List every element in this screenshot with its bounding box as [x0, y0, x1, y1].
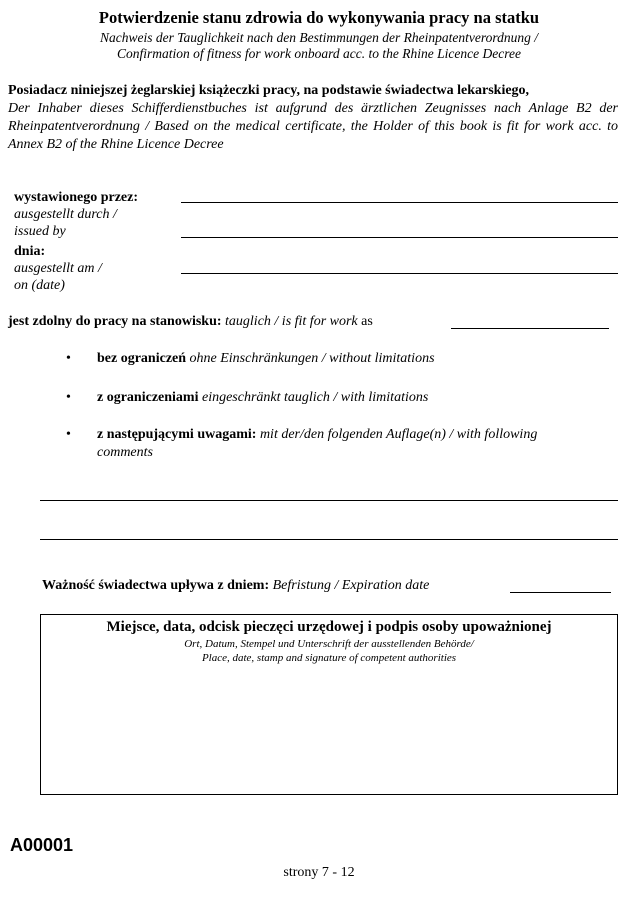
option-with-limitations: [97, 389, 597, 407]
bullet-icon: •: [66, 427, 71, 442]
date-label: dnia:: [14, 244, 46, 259]
expiration-row: [42, 578, 429, 594]
issued-by-en: issued by: [14, 224, 66, 239]
intro-paragraph: [8, 82, 618, 154]
intro-italic-text: Der Inhaber dieses Schifferdienstbuches ist aufgrund des ärztlichen Zeugnisses nach Anlage B2 der Rheinpatentverordnung / Based on the medical certificate, the Holder of this book is fit for work acc. to Annex B2 of the Rhine Licence Decree: [8, 101, 618, 152]
expiration-label: Ważność świadectwa upływa z dniem:: [42, 578, 270, 593]
option-without-limitations-bold: bez ograniczeń: [97, 351, 187, 366]
comments-line-2[interactable]: [40, 539, 618, 540]
option-with-comments: [97, 426, 577, 462]
date-en: on (date): [14, 278, 65, 293]
issued-by-de: ausgestellt durch /: [14, 207, 117, 222]
signature-box-en: Place, date, stamp and signature of competent authorities: [201, 652, 457, 664]
signature-box-de: Ort, Datum, Stempel und Unterschrift der ausstellenden Behörde/: [184, 638, 474, 650]
comments-line-1[interactable]: [40, 500, 618, 501]
bullet-icon: •: [66, 390, 71, 405]
option-with-comments-bold: z następującymi uwagami:: [97, 427, 257, 442]
page-subtitle-line1: Nachweis der Tauglichkeit nach den Bestimmungen der Rheinpatentverordnung /: [100, 30, 538, 45]
fitness-as: as: [361, 314, 373, 329]
date-label-block: [14, 243, 102, 294]
issued-by-label-block: [14, 189, 138, 240]
option-with-limitations-italic: eingeschränkt tauglich / with limitations: [201, 390, 429, 405]
expiration-italic: Befristung / Expiration date: [272, 578, 430, 593]
issued-by-label: wystawionego przez:: [14, 190, 139, 205]
fitness-position-line[interactable]: [451, 328, 609, 329]
date-de: ausgestellt am /: [14, 261, 102, 276]
date-line[interactable]: [181, 273, 618, 274]
page-subtitle-line2: Confirmation of fitness for work onboard acc. to the Rhine Licence Decree: [117, 46, 521, 61]
option-without-limitations: [97, 350, 597, 368]
page-title: Potwierdzenie stanu zdrowia do wykonywania pracy na statku: [98, 8, 540, 27]
page-numbers: strony 7 - 12: [283, 865, 355, 880]
signature-box-title: Miejsce, data, odcisk pieczęci urzędowej i podpis osoby upoważnionej: [106, 619, 552, 635]
bullet-icon: •: [66, 351, 71, 366]
expiration-date-line[interactable]: [510, 592, 611, 593]
option-with-limitations-bold: z ograniczeniami: [97, 390, 199, 405]
intro-bold-text: Posiadacz niniejszej żeglarskiej książeczki pracy, na podstawie świadectwa lekarskiego,: [8, 83, 530, 98]
fitness-label: jest zdolny do pracy na stanowisku:: [8, 314, 222, 329]
option-with-comments-italic: mit der/den folgenden Auflage(n) / with following comments: [97, 427, 538, 460]
issued-by-line-2[interactable]: [181, 237, 618, 238]
signature-box[interactable]: [40, 614, 618, 795]
fitness-row: [8, 314, 373, 330]
fitness-italic: tauglich / is fit for work: [225, 314, 358, 329]
document-code: A00001: [10, 835, 74, 855]
option-without-limitations-italic: ohne Einschränkungen / without limitations: [189, 351, 435, 366]
issued-by-line-1[interactable]: [181, 202, 618, 203]
